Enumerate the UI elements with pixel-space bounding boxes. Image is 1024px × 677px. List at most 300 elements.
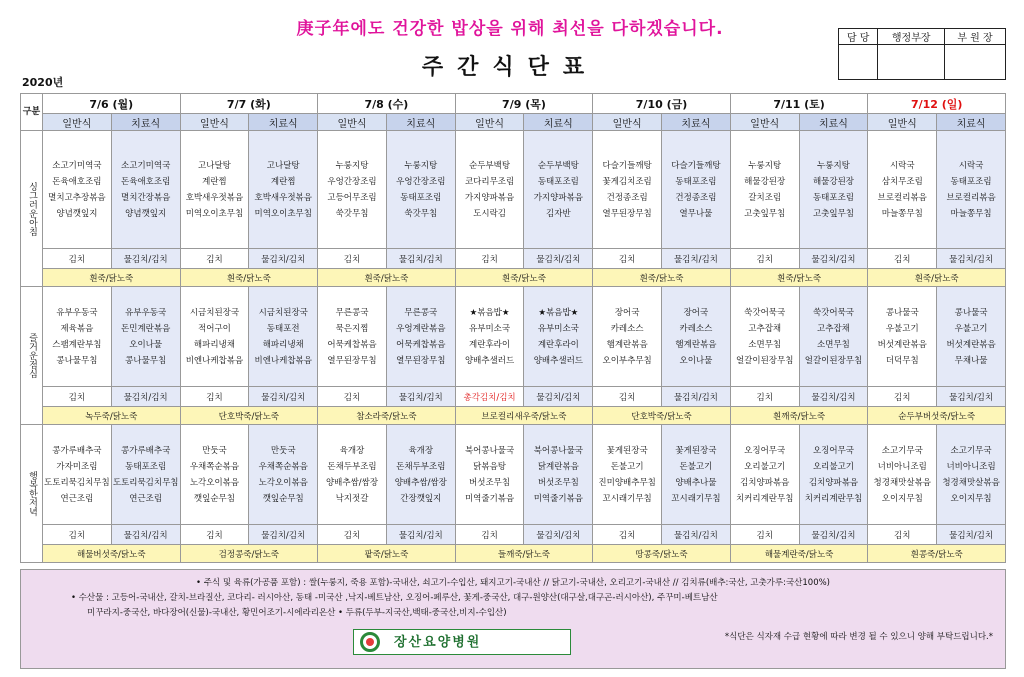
dish-cell (318, 425, 387, 525)
dish-item: 누룽지탕 (404, 160, 438, 171)
kimchi-cell: 물김치/김치 (662, 525, 731, 545)
dish-cell (799, 287, 868, 387)
dish-item: 돈민계란볶음 (121, 323, 171, 334)
dish-item: 브로컬리볶음 (946, 192, 996, 203)
kimchi-cell: 김치 (318, 249, 387, 269)
page-title: 주간식단표 (421, 55, 599, 80)
dish-item: 다슬기들깨탕 (671, 160, 721, 171)
dish-item: 코다리무조림 (464, 176, 515, 187)
dish-item: 고나달탕 (198, 160, 231, 171)
dish-item: 브로컬리볶음 (877, 192, 927, 203)
kimchi-cell: 물김치/김치 (111, 525, 180, 545)
kimchi-cell: 김치 (43, 525, 112, 545)
dish-item: 너비아니조림 (877, 461, 927, 472)
dish-item: 어묵케찹볶음 (327, 339, 377, 350)
dish-item: 돈육애호조림 (52, 176, 102, 187)
porridge-cell: 브로컬리새우죽/닭노죽 (455, 407, 593, 425)
approval-label: 행정부장 (878, 29, 945, 45)
porridge-cell: 흰죽/닭노죽 (180, 269, 318, 287)
kimchi-cell: 총각김치/김치 (455, 387, 524, 407)
dish-item: 버섯계란볶음 (946, 339, 996, 350)
kimchi-cell: 김치 (593, 387, 662, 407)
dish-item: 돈불고기 (610, 461, 644, 472)
dish-cell (593, 425, 662, 525)
dish-item: 누룽지탕 (335, 160, 369, 171)
dish-cell (937, 425, 1006, 525)
origin-line: • 수산물 : 고등어-국내산, 갈치-브라질산, 코다리- 러시아산, 동태 -미국산 ,낙지-베트남산, 오징어-페루산, 꽃게-중국산, 대구-원양산(대구살,대구곤-러시아산), 주꾸미-베트남산 (71, 593, 718, 603)
hospital-name: 장산요양병원 (394, 634, 482, 650)
dish-item: 호박새우젓볶음 (185, 192, 244, 203)
dish-item: 돈채두부조림 (396, 461, 446, 472)
dish-cell (524, 131, 593, 249)
dish-cell (730, 131, 799, 249)
dish-cell (868, 287, 937, 387)
meal-type-therapy: 치료식 (111, 114, 180, 131)
dish-item: 오리불고기 (744, 461, 786, 472)
dish-item: 열무된장무침 (327, 355, 377, 366)
dish-item: 김치양파볶음 (808, 477, 859, 488)
dish-cell (111, 425, 180, 525)
kimchi-cell: 김치 (868, 525, 937, 545)
dish-item: 미역오이초무침 (254, 208, 312, 219)
dish-item: 오징어무국 (812, 445, 855, 456)
meal-type-normal: 일반식 (455, 114, 524, 131)
dish-item: 계란후라이 (537, 339, 579, 350)
dish-item: 우엉간장조림 (327, 176, 377, 187)
porridge-cell: 단호박죽/닭노죽 (180, 407, 318, 425)
dish-item: 해파리냉채 (193, 339, 235, 350)
kimchi-cell: 김치 (43, 249, 112, 269)
dish-cell (662, 425, 731, 525)
dish-cell (455, 287, 524, 387)
dish-item: 양배추나물 (675, 477, 717, 488)
hospital-logo-icon (360, 632, 380, 652)
dish-cell (937, 131, 1006, 249)
dish-item: 콩나물국 (954, 307, 988, 318)
kimchi-cell: 김치 (180, 387, 249, 407)
dish-item: 미역오이초무침 (185, 208, 244, 219)
dish-item: 얼갈이된장무침 (735, 355, 794, 366)
approval-label: 담 당 (839, 29, 878, 45)
approval-label: 부 원 장 (944, 29, 1005, 45)
kimchi-cell: 김치 (43, 387, 112, 407)
kimchi-cell: 김치 (593, 525, 662, 545)
porridge-cell: 해물계란죽/닭노죽 (730, 545, 868, 563)
dish-item: 시금치된장국 (189, 307, 240, 318)
porridge-cell: 흰죽/닭노죽 (318, 269, 456, 287)
dish-item: 계란찜 (202, 176, 227, 187)
dish-item: 콩나물무침 (56, 355, 98, 366)
dish-item: 돈육애호조림 (121, 176, 171, 187)
dish-item: 양배추쌈/쌈장 (325, 477, 379, 488)
kimchi-cell: 물김치/김치 (937, 387, 1006, 407)
kimchi-cell: 김치 (593, 249, 662, 269)
dish-item: 계란후라이 (469, 339, 511, 350)
kimchi-cell: 김치 (180, 249, 249, 269)
porridge-cell: 흰죽/닭노죽 (43, 269, 181, 287)
dish-cell (111, 287, 180, 387)
dish-item: 누룽지탕 (748, 160, 782, 171)
dish-item: 너비아니조림 (946, 461, 996, 472)
dish-item: 오이나물 (129, 339, 163, 350)
kimchi-cell: 물김치/김치 (524, 249, 593, 269)
dish-cell (868, 131, 937, 249)
dish-item: 가자미조림 (56, 461, 98, 472)
dish-item: 콩가루배추국 (52, 445, 102, 456)
dish-cell (43, 425, 112, 525)
dish-item: 시락국 (958, 160, 984, 171)
kimchi-cell: 김치 (730, 249, 799, 269)
kimchi-cell: 물김치/김치 (386, 525, 455, 545)
kimchi-cell: 김치 (730, 525, 799, 545)
kimchi-cell: 김치 (455, 525, 524, 545)
dish-item: 노각오이볶음 (258, 477, 308, 488)
dish-cell (662, 131, 731, 249)
dish-item: 청경채맛살볶음 (942, 477, 1000, 488)
dish-item: 소면무침 (817, 339, 850, 350)
dish-cell (43, 131, 112, 249)
dish-item: 오이지무침 (950, 493, 992, 504)
dish-item: 오리불고기 (812, 461, 855, 472)
dish-item: 햄계란볶음 (675, 339, 717, 350)
meal-section-label: 행복한저녁 (21, 425, 43, 563)
meal-type-therapy: 치료식 (386, 114, 455, 131)
kimchi-cell: 물김치/김치 (524, 387, 593, 407)
kimchi-cell: 김치 (455, 249, 524, 269)
dish-item: 치커리계란무침 (735, 493, 794, 504)
meal-type-normal: 일반식 (868, 114, 937, 131)
dish-item: 콩나물무침 (125, 355, 167, 366)
dish-item: ★볶음밥★ (469, 307, 510, 318)
meal-type-normal: 일반식 (730, 114, 799, 131)
dish-item: 동태포조림 (400, 192, 442, 203)
origin-info (20, 569, 1006, 669)
meal-type-normal: 일반식 (43, 114, 112, 131)
meal-section-label: 즐거운점심 (21, 287, 43, 425)
dish-item: 스팸계란부침 (52, 339, 102, 350)
dish-item: 콩가루배추국 (121, 445, 171, 456)
day-header: 7/6 (월) (43, 94, 181, 114)
dish-item: 가지양파볶음 (533, 192, 583, 203)
dish-cell (524, 425, 593, 525)
dish-item: 가지양파볶음 (464, 192, 515, 203)
dish-item: 고추잡채 (817, 323, 850, 334)
dish-item: 소면무침 (748, 339, 782, 350)
meal-type-therapy: 치료식 (249, 114, 318, 131)
dish-item: 도토리묵김치무침 (44, 477, 110, 488)
dish-item: 소고기무국 (950, 445, 992, 456)
porridge-cell: 흰죽/닭노죽 (868, 269, 1006, 287)
dish-cell (730, 425, 799, 525)
dish-item: 유부미소국 (469, 323, 511, 334)
kimchi-cell: 김치 (180, 525, 249, 545)
dish-item: 해물강된장 (812, 176, 855, 187)
dish-item: 북어콩나물국 (464, 445, 515, 456)
menu-table (20, 93, 1006, 563)
kimchi-cell: 물김치/김치 (799, 525, 868, 545)
kimchi-cell: 김치 (730, 387, 799, 407)
dish-cell (180, 425, 249, 525)
dish-cell (180, 287, 249, 387)
dish-item: 양념깻잎지 (125, 208, 167, 219)
dish-item: 육개장 (408, 445, 434, 456)
meal-section-label: 싱그러운아침 (21, 131, 43, 287)
dish-item: 청경채맛살볶음 (873, 477, 931, 488)
day-header: 7/12 (일) (868, 94, 1006, 114)
approval-box (838, 28, 1006, 80)
porridge-cell: 흰죽/닭노죽 (730, 269, 868, 287)
dish-item: 우엉간장조림 (396, 176, 446, 187)
porridge-cell: 흰콩죽/닭노죽 (868, 545, 1006, 563)
dish-cell (455, 425, 524, 525)
dish-cell (43, 287, 112, 387)
dish-item: 삼치무조림 (881, 176, 923, 187)
dish-item: 쑥갓무침 (404, 208, 438, 219)
day-header: 7/9 (목) (455, 94, 593, 114)
hospital-logo (353, 629, 571, 655)
dish-item: 우채쪽순볶음 (189, 461, 240, 472)
dish-item: 도토리묵김치무침 (112, 477, 179, 488)
dish-item: 연근조림 (129, 493, 163, 504)
dish-item: 얼갈이된장무침 (804, 355, 863, 366)
dish-item: 깻잎순무침 (193, 493, 235, 504)
dish-item: 돈불고기 (679, 461, 713, 472)
menu-change-note: *식단은 식자재 수급 현황에 따라 변경 될 수 있으니 양해 부탁드립니다.* (724, 632, 993, 642)
dish-item: 치커리계란무침 (804, 493, 863, 504)
kimchi-cell: 물김치/김치 (249, 525, 318, 545)
dish-item: 오이나물 (679, 355, 713, 366)
dish-item: 고춧잎무침 (744, 208, 786, 219)
meal-type-therapy: 치료식 (524, 114, 593, 131)
dish-cell (593, 131, 662, 249)
meal-type-therapy: 치료식 (662, 114, 731, 131)
dish-item: 북어콩나물국 (533, 445, 583, 456)
kimchi-cell: 물김치/김치 (386, 387, 455, 407)
dish-item: 간장깻잎지 (400, 493, 442, 504)
dish-item: 양배추샐러드 (464, 355, 515, 366)
porridge-cell: 검정콩죽/닭노죽 (180, 545, 318, 563)
dish-item: 무채나물 (954, 355, 988, 366)
dish-item: 카레소스 (679, 323, 713, 334)
kimchi-cell: 물김치/김치 (799, 387, 868, 407)
dish-item: 유부우동국 (125, 307, 167, 318)
kimchi-cell: 물김치/김치 (386, 249, 455, 269)
dish-cell (799, 131, 868, 249)
dish-item: 열무된장무침 (602, 208, 652, 219)
dish-item: 동태포조림 (537, 176, 579, 187)
dish-item: 콩나물국 (885, 307, 919, 318)
dish-item: 진미양배추무침 (598, 477, 656, 488)
dish-item: 깻잎순무침 (262, 493, 304, 504)
porridge-cell: 참소라죽/닭노죽 (318, 407, 456, 425)
dish-item: 비엔나케찹볶음 (254, 355, 312, 366)
dish-item: 계란찜 (270, 176, 296, 187)
dish-item: 건정종조림 (606, 192, 648, 203)
dish-item: 동태포조림 (675, 176, 717, 187)
dish-item: 오이부추무침 (602, 355, 652, 366)
origin-line: • 주식 및 육류(가공품 포함) : 쌀(누룽지, 죽용 포함)-국내산, 쇠고기-수입산, 돼지고기-국내산 // 닭고기-국내산, 오리고기-국내산 // 김치류(배추:국산, 고춧가루:국산100%) (196, 578, 830, 588)
dish-item: 호박새우젓볶음 (254, 192, 312, 203)
dish-item: 낙지젓갈 (335, 493, 369, 504)
dish-item: 오징어무국 (744, 445, 786, 456)
dish-item: 꽃게된장국 (675, 445, 717, 456)
slogan: 庚子年에도 건강한 밥상을 위해 최선을 다하겠습니다. (296, 19, 724, 39)
dish-item: 닭계란볶음 (537, 461, 579, 472)
dish-item: 닭볶음탕 (473, 461, 506, 472)
day-header: 7/7 (화) (180, 94, 318, 114)
meal-type-therapy: 치료식 (799, 114, 868, 131)
year-label: 2020년 (22, 76, 64, 89)
dish-item: 양념깻잎지 (56, 208, 98, 219)
kimchi-cell: 물김치/김치 (662, 387, 731, 407)
dish-item: 동태포조림 (950, 176, 992, 187)
porridge-cell: 단호박죽/닭노죽 (593, 407, 731, 425)
dish-item: 순두부백탕 (469, 160, 511, 171)
dish-item: 쑥갓어묵국 (812, 307, 855, 318)
kimchi-cell: 물김치/김치 (937, 525, 1006, 545)
dish-item: 노각오이볶음 (189, 477, 240, 488)
dish-item: 오이지무침 (881, 493, 923, 504)
dish-item: 마늘쫑무침 (950, 208, 992, 219)
dish-item: 양배추샐러드 (533, 355, 583, 366)
dish-item: 육개장 (339, 445, 365, 456)
dish-item: 무른콩국 (335, 307, 369, 318)
dish-cell (180, 131, 249, 249)
dish-item: 고추잡채 (748, 323, 782, 334)
dish-cell (249, 131, 318, 249)
meal-type-therapy: 치료식 (937, 114, 1006, 131)
dish-item: 누룽지탕 (817, 160, 850, 171)
dish-item: 다슬기들깨탕 (602, 160, 652, 171)
kimchi-cell: 김치 (868, 249, 937, 269)
dish-item: 카레소스 (610, 323, 644, 334)
dish-item: 해물강된장 (744, 176, 786, 187)
dish-item: 쑥갓무침 (335, 208, 369, 219)
dish-item: 고등어무조림 (327, 192, 377, 203)
porridge-cell: 들깨죽/닭노죽 (455, 545, 593, 563)
porridge-cell: 흰깨죽/닭노죽 (730, 407, 868, 425)
dish-item: 도시락김 (473, 208, 506, 219)
dish-item: 더덕무침 (885, 355, 919, 366)
dish-item: 고나달탕 (266, 160, 300, 171)
dish-item: 비엔나케찹볶음 (185, 355, 244, 366)
dish-item: 꽃게된장국 (606, 445, 648, 456)
dish-item: 마늘쫑무침 (881, 208, 923, 219)
dish-item: 순두부백탕 (537, 160, 579, 171)
dish-cell (868, 425, 937, 525)
dish-cell (455, 131, 524, 249)
dish-item: 멸치고추장볶음 (48, 192, 106, 203)
meal-type-normal: 일반식 (318, 114, 387, 131)
meal-type-normal: 일반식 (180, 114, 249, 131)
dish-cell (249, 425, 318, 525)
dish-item: 소고기미역국 (121, 160, 171, 171)
dish-item: 동태포조림 (125, 461, 167, 472)
dish-item: 동태포조림 (812, 192, 855, 203)
dish-item: 동태포전 (266, 323, 300, 334)
kimchi-cell: 김치 (318, 525, 387, 545)
approval-sign-cell (839, 45, 878, 80)
dish-cell (730, 287, 799, 387)
day-header: 7/11 (토) (730, 94, 868, 114)
dish-item: 건정종조림 (675, 192, 717, 203)
approval-sign-cell (878, 45, 945, 80)
dish-item: 꼬시래기무침 (671, 493, 721, 504)
kimchi-cell: 김치 (318, 387, 387, 407)
dish-item: 갈치조림 (748, 192, 782, 203)
dish-item: 장어국 (614, 307, 640, 318)
dish-item: 열무나물 (679, 208, 713, 219)
dish-item: ★볶음밥★ (538, 307, 579, 318)
dish-item: 장어국 (683, 307, 709, 318)
dish-item: 미역줄기볶음 (533, 493, 583, 504)
dish-item: 양배추쌈/쌈장 (394, 477, 447, 488)
dish-item: 버섯조무침 (537, 477, 579, 488)
porridge-cell: 흰죽/닭노죽 (593, 269, 731, 287)
dish-cell (937, 287, 1006, 387)
kimchi-cell: 물김치/김치 (249, 387, 318, 407)
origin-line: 미꾸라지-중국산, 바다장어(신물)-국내산, 황민어조기-시에라리온산 • 두류(두부-지국산,백태-중국산,비지-수입산) (87, 608, 507, 618)
dish-item: 우엉계란볶음 (396, 323, 446, 334)
dish-cell (593, 287, 662, 387)
dish-item: 멸치간장볶음 (121, 192, 171, 203)
kimchi-cell: 물김치/김치 (799, 249, 868, 269)
dish-cell (662, 287, 731, 387)
dish-item: 적어구이 (198, 323, 231, 334)
dish-item: 우불고기 (954, 323, 988, 334)
dish-item: 유부우동국 (56, 307, 98, 318)
dish-cell (386, 425, 455, 525)
porridge-cell: 흰죽/닭노죽 (455, 269, 593, 287)
dish-item: 열무된장무침 (396, 355, 446, 366)
dish-item: 김자반 (546, 208, 571, 219)
porridge-cell: 순두부버섯죽/닭노죽 (868, 407, 1006, 425)
dish-cell (386, 287, 455, 387)
approval-sign-cell (944, 45, 1005, 80)
dish-item: 우채쪽순볶음 (258, 461, 308, 472)
dish-cell (799, 425, 868, 525)
kimchi-cell: 물김치/김치 (662, 249, 731, 269)
meal-type-normal: 일반식 (593, 114, 662, 131)
dish-item: 묵은지찜 (335, 323, 369, 334)
porridge-cell: 해물버섯죽/닭노죽 (43, 545, 181, 563)
day-header: 7/10 (금) (593, 94, 731, 114)
dish-cell (318, 131, 387, 249)
dish-item: 만둣국 (270, 445, 296, 456)
porridge-cell: 녹두죽/닭노죽 (43, 407, 181, 425)
dish-item: 고춧잎무침 (812, 208, 855, 219)
dish-item: 만둣국 (202, 445, 227, 456)
dish-item: 어묵케찹볶음 (396, 339, 446, 350)
kimchi-cell: 물김치/김치 (111, 249, 180, 269)
dish-item: 쑥갓어묵국 (744, 307, 786, 318)
kimchi-cell: 물김치/김치 (937, 249, 1006, 269)
kimchi-cell: 물김치/김치 (111, 387, 180, 407)
dish-item: 제육볶음 (60, 323, 94, 334)
kimchi-cell: 김치 (868, 387, 937, 407)
dish-item: 햄계란볶음 (606, 339, 648, 350)
dish-item: 해파리냉채 (262, 339, 304, 350)
dish-item: 돈채두부조림 (327, 461, 377, 472)
dish-cell (386, 131, 455, 249)
dish-item: 소고기무국 (881, 445, 923, 456)
kimchi-cell: 물김치/김치 (249, 249, 318, 269)
section-corner: 구분 (21, 94, 43, 131)
dish-cell (318, 287, 387, 387)
dish-item: 시락국 (889, 160, 915, 171)
dish-item: 소고기미역국 (52, 160, 102, 171)
kimchi-cell: 물김치/김치 (524, 525, 593, 545)
